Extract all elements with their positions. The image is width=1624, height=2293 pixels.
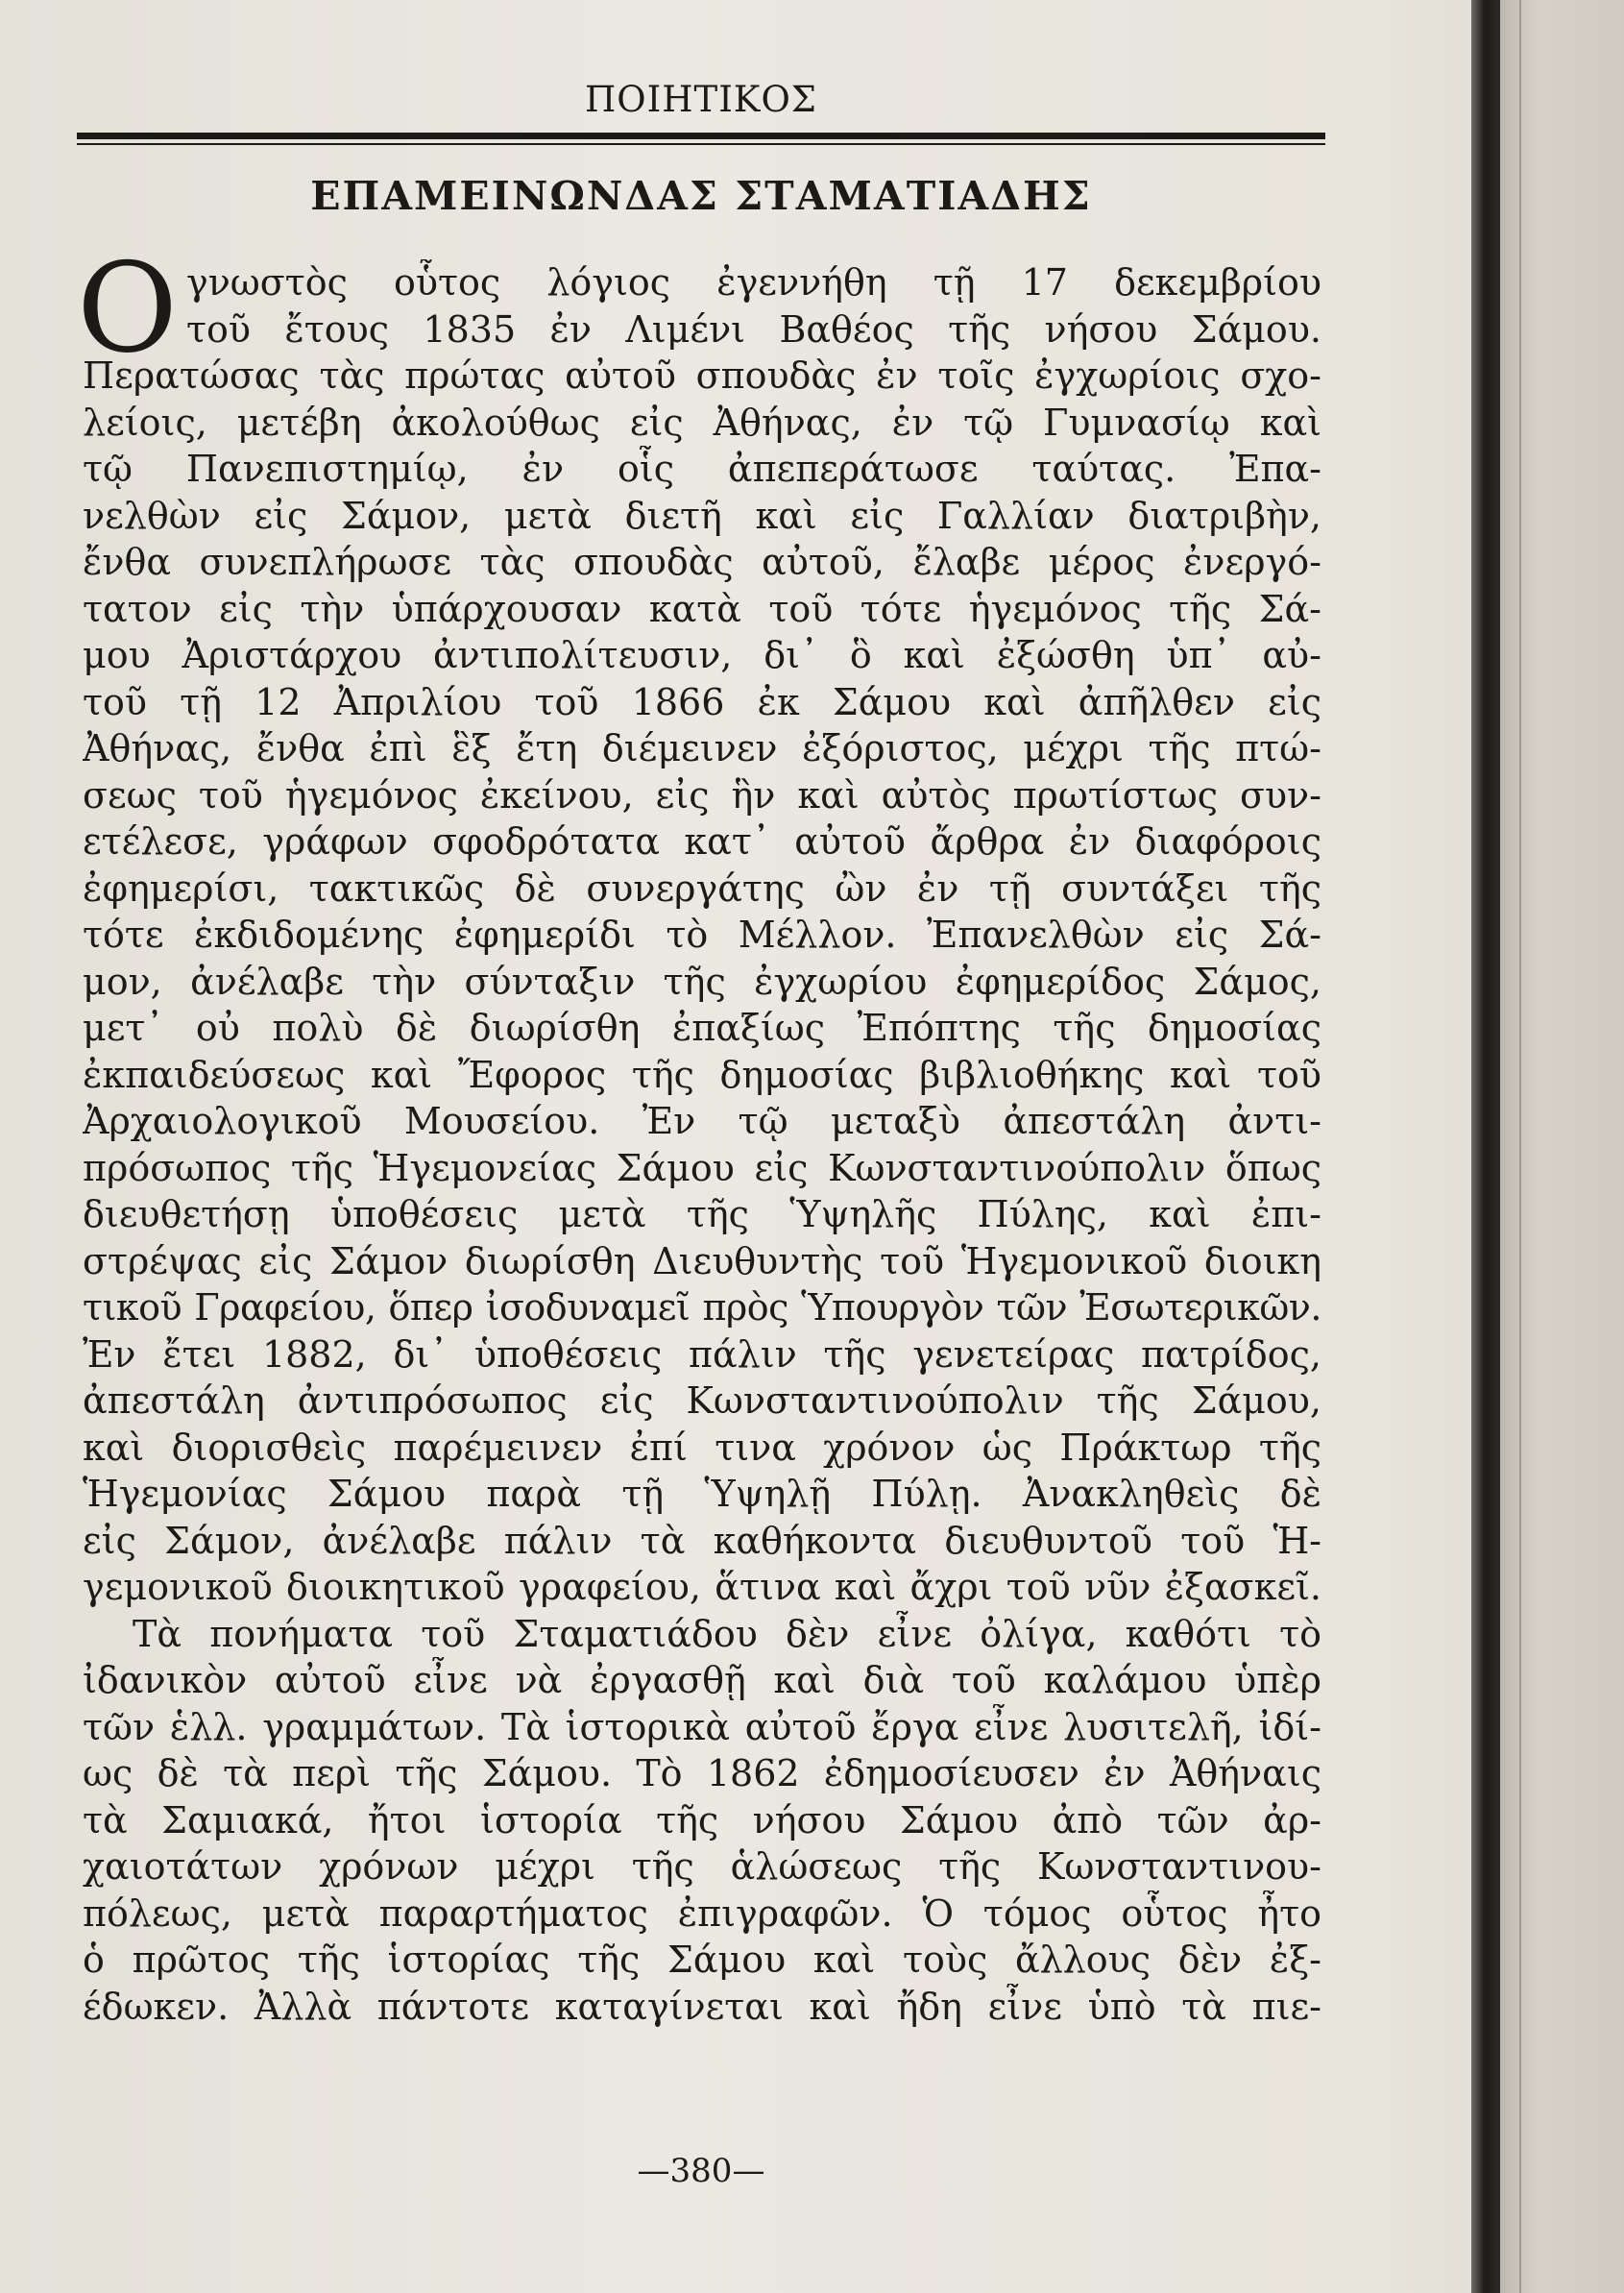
text-line: λείοις, μετέβη ἀκολούθως εἰς Ἀθήνας, ἐν τῷ Γυμνασίῳ καὶ (83, 401, 1321, 444)
text-line: στρέψας εἰς Σάμον διωρίσθη Διευθυντὴς τοῦ Ἡγεμονικοῦ διοικη (83, 1239, 1321, 1282)
text-line: ἀπεστάλη ἀντιπρόσωπος εἰς Κωνσταντινούπολιν τῆς Σάμου, (83, 1379, 1321, 1422)
text-line: τοῦ ἔτους 1835 ἐν Λιμένι Βαθέος τῆς νήσου Σάμου. (186, 307, 1321, 351)
text-line: τοῦ τῇ 12 Ἀπριλίου τοῦ 1866 ἐκ Σάμου καὶ ἀπῆλθεν εἰς (83, 680, 1321, 723)
text-line: μου Ἀριστάρχου ἀντιπολίτευσιν, δι᾿ ὃ καὶ ἐξώσθη ὑπ᾿ αὐ- (83, 634, 1321, 676)
header-rule-thin (77, 143, 1325, 145)
text-line: Περατώσας τὰς πρώτας αὐτοῦ σπουδὰς ἐν τοῖς ἐγχωρίοις σχο- (83, 354, 1321, 397)
article-title: ΕΠΑΜΕΙΝΩΝΔΑΣ ΣΤΑΜΑΤΙΑΔΗΣ (310, 173, 1092, 219)
header-rule-thick (77, 133, 1325, 139)
text-line: ως δὲ τὰ περὶ τῆς Σάμου. Τὸ 1862 ἐδημοσίευσεν ἐν Ἀθήναις (83, 1752, 1321, 1794)
text-line: καὶ διορισθεὶς παρέμεινεν ἐπί τινα χρόνον ὡς Πράκτωρ τῆς (83, 1426, 1321, 1469)
text-line: τὰ Σαμιακά, ἤτοι ἱστορία τῆς νήσου Σάμου ἀπὸ τῶν ἀρ- (83, 1798, 1321, 1842)
text-line: ἐκπαιδεύσεως καὶ Ἔφορος τῆς δημοσίας βιβλιοθήκης καὶ τοῦ (83, 1053, 1321, 1096)
text-line: ἰδανικὸν αὐτοῦ εἶνε νὰ ἐργασθῇ καὶ διὰ τοῦ καλάμου ὑπὲρ (83, 1659, 1321, 1701)
page-edge (1500, 0, 1624, 2293)
article-body (83, 259, 1321, 2030)
text-line: ὁ πρῶτος τῆς ἱστορίας τῆς Σάμου καὶ τοὺς ἄλλους δὲν ἐξ- (83, 1939, 1321, 1981)
text-line: Ἀθήνας, ἔνθα ἐπὶ ἓξ ἔτη διέμεινεν ἐξόριστος, μέχρι τῆς πτώ- (83, 727, 1321, 769)
drop-capital: Ο (77, 237, 178, 380)
running-header: ΠΟΙΗΤΙΚΟΣ (585, 79, 817, 120)
text-line: πόλεως, μετὰ παραρτήματος ἐπιγραφῶν. Ὁ τόμος οὗτος ἦτο (83, 1891, 1321, 1935)
text-line: σεως τοῦ ἡγεμόνος ἐκείνου, εἰς ἣν καὶ αὐτὸς πρωτίστως συν- (83, 773, 1321, 817)
text-line: ἔνθα συνεπλήρωσε τὰς σπουδὰς αὐτοῦ, ἔλαβε μέρος ἐνεργό- (83, 541, 1321, 583)
page-number: —380— (637, 2152, 765, 2190)
text-line: Ἀρχαιολογικοῦ Μουσείου. Ἐν τῷ μεταξὺ ἀπεστάλη ἀντι- (83, 1100, 1321, 1142)
text-line: μον, ἀνέλαβε τὴν σύνταξιν τῆς ἐγχωρίου ἐφημερίδος Σάμος, (83, 960, 1321, 1003)
text-line: χαιοτάτων χρόνων μέχρι τῆς ἁλώσεως τῆς Κωνσταντινου- (83, 1845, 1321, 1888)
text-line: ἐφημερίσι, τακτικῶς δὲ συνεργάτης ὢν ἐν τῇ συντάξει τῆς (83, 866, 1321, 910)
text-line: Τὰ πονήματα τοῦ Σταματιάδου δὲν εἶνε ὀλίγα, καθότι τὸ (133, 1612, 1321, 1655)
text-line: εἰς Σάμον, ἀνέλαβε πάλιν τὰ καθήκοντα διευθυντοῦ τοῦ Ἡ- (83, 1519, 1321, 1562)
text-line: διευθετήσῃ ὑποθέσεις μετὰ τῆς Ὑψηλῆς Πύλης, καὶ ἐπι- (83, 1193, 1321, 1235)
binding-shadow (1471, 0, 1500, 2293)
text-line: νελθὼν εἰς Σάμον, μετὰ διετῆ καὶ εἰς Γαλλίαν διατριβὴν, (83, 494, 1321, 537)
text-line: τῷ Πανεπιστημίῳ, ἐν οἷς ἀπεπεράτωσε ταύτας. Ἐπα- (83, 448, 1321, 490)
text-line: Ἐν ἔτει 1882, δι᾿ ὑποθέσεις πάλιν τῆς γενετείρας πατρίδος, (83, 1332, 1321, 1376)
text-line: τικοῦ Γραφείου, ὅπερ ἰσοδυναμεῖ πρὸς Ὑπουργὸν τῶν Ἐσωτερικῶν. (83, 1286, 1321, 1329)
text-line: μετ᾿ οὐ πολὺ δὲ διωρίσθη ἐπαξίως Ἐπόπτης τῆς δημοσίας (83, 1007, 1321, 1049)
text-line: γεμονικοῦ διοικητικοῦ γραφείου, ἅτινα καὶ ἄχρι τοῦ νῦν ἐξασκεῖ. (83, 1566, 1321, 1608)
text-line: ετέλεσε, γράφων σφοδρότατα κατ᾿ αὐτοῦ ἄρθρα ἐν διαφόροις (83, 820, 1321, 863)
text-line: τατον εἰς τὴν ὑπάρχουσαν κατὰ τοῦ τότε ἡγεμόνος τῆς Σά- (83, 587, 1321, 630)
text-line: πρόσωπος τῆς Ἡγεμονείας Σάμου εἰς Κωνσταντινούπολιν ὅπως (83, 1146, 1321, 1189)
text-line: τότε ἐκδιδομένης ἐφημερίδι τὸ Μέλλον. Ἐπανελθὼν εἰς Σά- (83, 914, 1321, 956)
text-line: έδωκεν. Ἀλλὰ πάντοτε καταγίνεται καὶ ἤδη εἶνε ὑπὸ τὰ πιε- (83, 1985, 1321, 2028)
text-line: γνωστὸς οὗτος λόγιος ἐγεννήθη τῇ 17 δεκεμβρίου (186, 261, 1321, 304)
text-line: τῶν ἑλλ. γραμμάτων. Τὰ ἱστορικὰ αὐτοῦ ἔργα εἶνε λυσιτελῆ, ἰδί- (83, 1705, 1321, 1748)
text-line: Ἡγεμονίας Σάμου παρὰ τῇ Ὑψηλῇ Πύλῃ. Ἀνακληθεὶς δὲ (83, 1473, 1321, 1515)
